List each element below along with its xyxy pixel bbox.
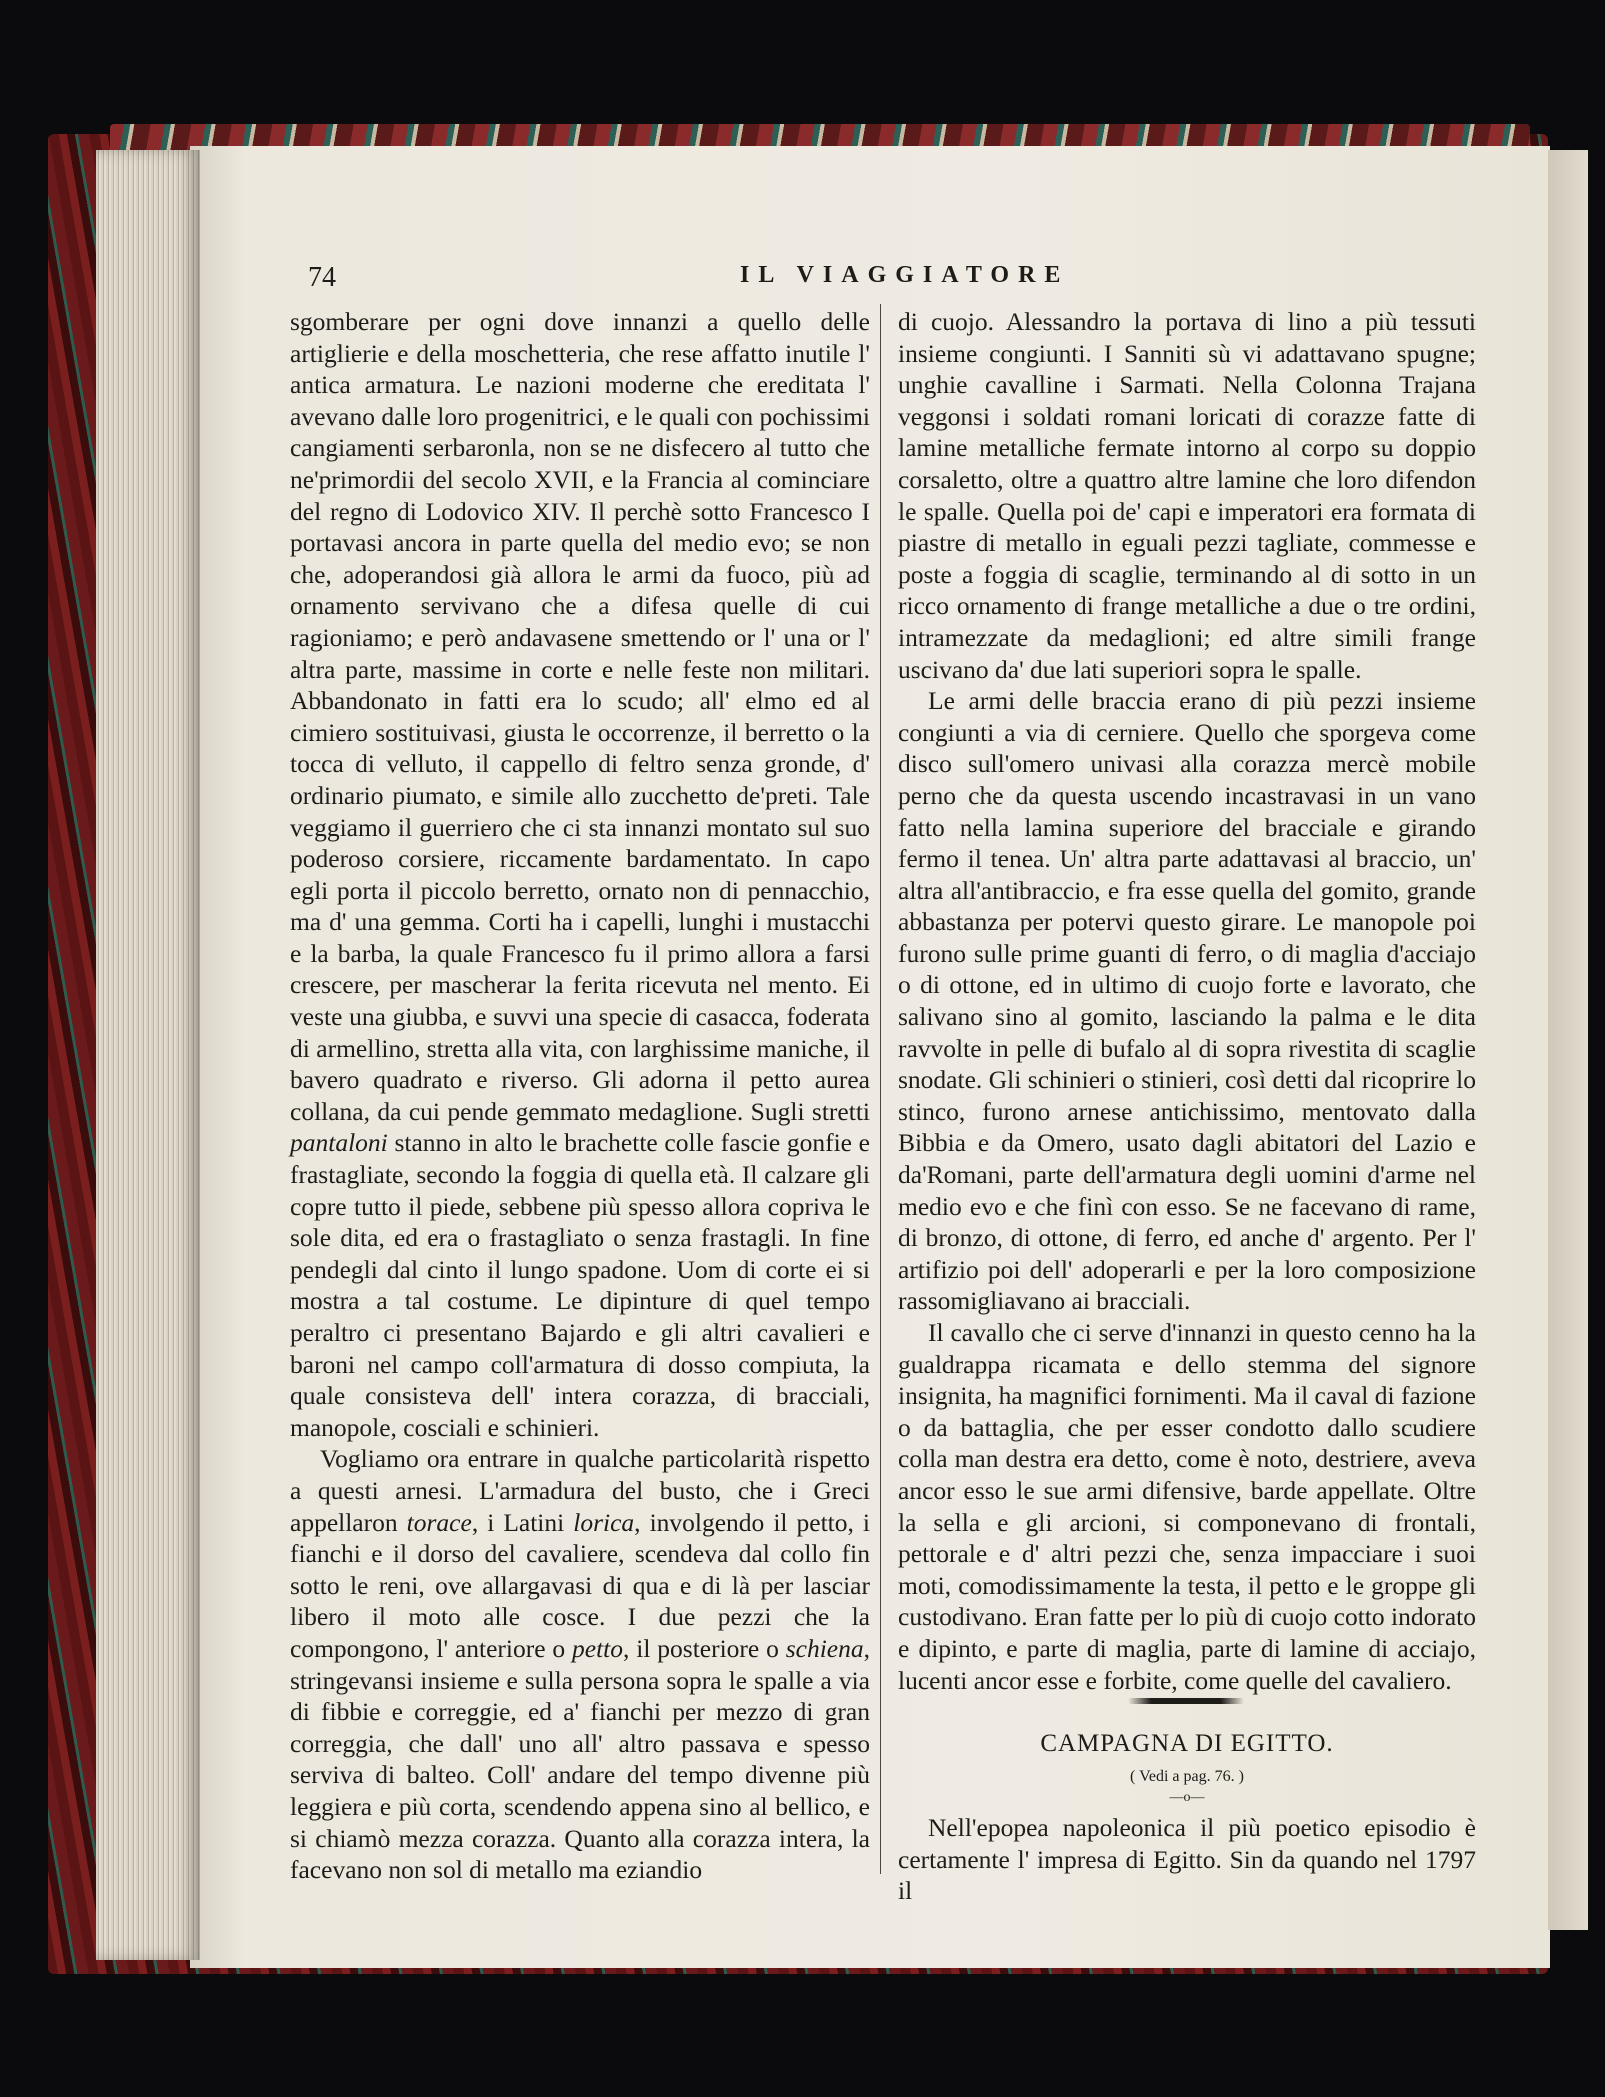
paragraph-text: , stringevansi insieme e sulla persona sopra le spalle a via di fibbie e correggie, ed a' fianchi per mezzo di gran correggia, che dall' uno all' altro passava e spesso serviva di balteo. Coll' andare del tempo divenne più leggiera e più corta, scendendo appena sino al bellico, e si chiamò mezza corazza. Quanto alla corazza intera, la facevano non sol di metallo ma eziandio — [290, 1633, 870, 1885]
italic-term: schiena — [785, 1633, 864, 1663]
left-column — [290, 306, 870, 1886]
paragraph: Le armi delle braccia erano di più pezzi insieme congiunti a via di cerniere. Quello che sporgeva come disco sull'omero univasi alla corazza mercè mobile perno che da questa uscendo incastravasi in un vano fatto nella lamina superiore del bracciale e girando fermo il tenea. Un' altra parte adattavasi al braccio, un' altra all'antibraccio, e fra esse quella del gomito, grande abbastanza per potervi questo girare. Le manopole poi furono sulle prime guanti di ferro, o di maglia d'acciajo o di ottone, ed in ultimo di cuojo forte e lavorato, che salivano sino al gomito, lasciando la palma e le dita ravvolte in pelle di bufalo al di sopra rivestita di scaglie snodate. Gli schinieri o stinieri, così detti dal ricoprire lo stinco, furono arnese antichissimo, mentovato dalla Bibbia e da Omero, usato dagli abitatori del Lazio e da'Romani, parte dell'armatura degli uomini d'arme nel medio evo e che finì con esso. Se ne facevano di rame, di bronzo, di ottone, di ferro, ed anche d' argento. Per l' artifizio poi dell' adoperarli e per la loro composizione rassomigliavano ai bracciali. — [898, 686, 1476, 1316]
page-number: 74 — [308, 262, 336, 293]
section-body — [898, 1812, 1476, 1907]
paragraph-text: sgomberare per ogni dove innanzi a quello delle artiglierie e della moschetteria, che rese affatto inutile l' antica armatura. Le nazioni moderne che ereditata l' avevano dalle loro progenitrici, e le quali con pochissimi cangiamenti serbaronla, non se ne disfecero al tutto che ne'primordii del secolo XVII, e la Francia al cominciare del regno di Lodovico XIV. Il perchè sotto Francesco I portavasi ancora in parte quella del medio evo; se non che, adoperandosi già allora le armi da fuoco, più ad ornamento servivano che a difesa quelle di cui ragioniamo; e però andavasene smettendo or l' una or l' altra parte, massime in corte e nelle feste non militari. Abbandonato in fatti era lo scudo; all' elmo ed al cimiero sostituivasi, giusta le occorrenze, il berretto o la tocca di velluto, il cappello di feltro senza gronde, d' ordinario piumato, e simile allo zucchetto de'preti. Tale veggiamo il guerriero che ci sta innanzi montato sul suo poderoso corsiere, riccamente bardamentato. In capo egli porta il piccolo berretto, ornato non di pennacchio, ma d' una gemma. Corti ha i capelli, lunghi i mustacchi e la barba, la quale Francesco fu il primo allora a farsi crescere, per mascherar la ferita ricevuta nel mento. Ei veste una giubba, e suvvi una specie di casacca, foderata di armellino, stretta alla vita, con larghissime maniche, il bavero quadrato e riverso. Gli adorna il petto aurea collana, da cui pende gemmato medaglione. Sugli stretti — [290, 307, 870, 1126]
italic-term: pantaloni — [290, 1128, 388, 1158]
paragraph: Il cavallo che ci serve d'innanzi in questo cenno ha la gualdrappa ricamata e dello stemma del signore insignita, ha magnifici fornimenti. Ma il caval di fazione o da battaglia, che per esser condotto dallo scudiere colla man destra era detto, come è noto, destriere, aveva ancor esso le sue armi difensive, barde appellate. Oltre la sella e gli arcioni, si componevano di frontali, pettorale e d' altri pezzi che, senza impacciare i suoi moti, comodissimamente la testa, il petto e le groppe gli custodivano. Eran fatte per lo più di cuojo cotto indorato e dipinto, e parte di maglia, parte di lamine di acciajo, lucenti ancor esse e forbite, come quelle del cavaliero. — [898, 1318, 1476, 1695]
italic-term: petto — [572, 1633, 624, 1663]
paragraph-text: , i Latini — [471, 1507, 574, 1537]
section-divider: —o— — [1169, 1790, 1205, 1805]
facing-page-edge — [1548, 150, 1588, 1930]
ornamental-rule — [1128, 1698, 1244, 1704]
paragraph-text: , involgendo il petto, i fianchi e il dorso del cavaliere, scendeva dal collo fin sotto le reni, ove allargavasi di qua e di là per lasciar libero il moto alle cosce. I due pezzi che la compongono, l' anteriore o — [290, 1507, 871, 1663]
italic-term: lorica — [573, 1507, 635, 1537]
running-title: IL VIAGGIATORE — [740, 262, 1070, 288]
paragraph: Nell'epopea napoleonica il più poetico episodio è certamente l' impresa di Egitto. Sin da quando nel 1797 il — [898, 1813, 1476, 1906]
section-reference: ( Vedi a pag. 76. ) — [1130, 1768, 1244, 1785]
paragraph-text: , il posteriore o — [623, 1633, 786, 1663]
italic-term: torace — [406, 1507, 472, 1537]
page-edges — [96, 150, 200, 1960]
paragraph — [290, 306, 870, 1443]
section-title: CAMPAGNA DI EGITTO. — [1040, 1730, 1334, 1757]
right-column — [898, 306, 1476, 1696]
paragraph: di cuojo. Alessandro la portava di lino a più tessuti insieme congiunti. I Sanniti sù vi adattavano spugne; unghie cavalline i Sarmati. Nella Colonna Trajana veggonsi i soldati romani loricati di corazze fatte di lamine metalliche fermate intorno al corpo su doppio corsaletto, oltre a quattro altre lamine che loro difendon le spalle. Quella poi de' capi e imperatori era formata di piastre di metallo in eguali pezzi tagliate, commesse e poste a foggia di scaglie, terminando al di sotto in un ricco ornamento di frange metalliche a due o tre ordini, intramezzate da medaglioni; ed altre simili frange uscivano da' due lati superiori sopra le spalle. — [898, 307, 1476, 684]
paragraph-text: stanno in alto le brachette colle fascie gonfie e frastagliate, secondo la foggia di quella età. Il calzare gli copre tutto il piede, sebbene più spesso allora copriva le sole dita, ed era o frastagliato o senza frastagli. In fine pendegli dal cinto il lungo spadone. Uom di corte ei si mostra a tal costume. Le dipinture di quel tempo peraltro ci presentano Bajardo e gli altri cavalieri e baroni nel campo coll'armatura di dosso compiuta, la quale consisteva dell' intera corazza, di bracciali, manopole, cosciali e schinieri. — [290, 1128, 870, 1442]
column-rule — [880, 304, 881, 1874]
paragraph — [290, 1443, 870, 1885]
paragraph-text: Vogliamo ora entrare in qualche particolarità rispetto a questi arnesi. L'armadura del busto, che i Greci appellaron — [290, 1444, 870, 1537]
